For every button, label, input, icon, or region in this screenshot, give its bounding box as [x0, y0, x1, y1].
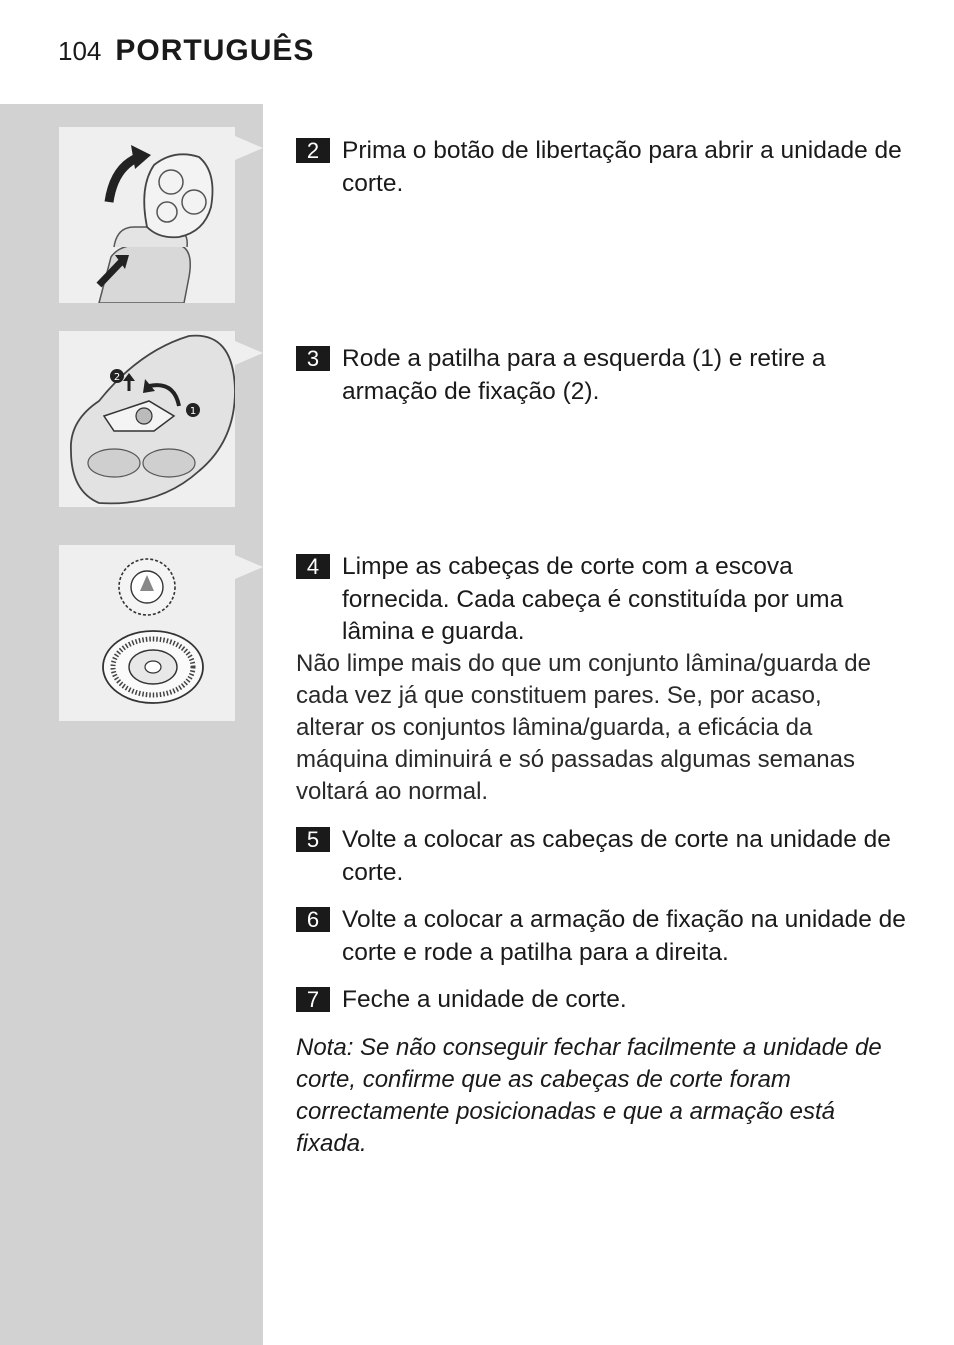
- figure-label-1: 1: [189, 406, 197, 417]
- step-text: Feche a unidade de corte.: [342, 986, 627, 1013]
- cutter-guard-illustration: [59, 545, 235, 721]
- step-number: 2: [296, 138, 330, 163]
- step-text: Volte a colocar as cabeças de corte na unidade de corte.: [342, 826, 891, 886]
- shaver-open-illustration: [59, 127, 235, 303]
- page-header: [58, 34, 314, 74]
- figure-label-2: 2: [113, 372, 121, 383]
- instruction-step: [296, 984, 906, 1017]
- retaining-frame-illustration: [59, 331, 235, 507]
- step-text: Limpe as cabeças de corte com a escova fornecida. Cada cabeça é constituída por uma lâmina e guarda.: [342, 553, 844, 645]
- step-number: 5: [296, 827, 330, 852]
- figure-pointer: [235, 555, 263, 579]
- figure-pointer: [235, 341, 263, 365]
- step-detail-paragraph: Não limpe mais do que um conjunto lâmina/guarda de cada vez já que constituem pares. Se, por acaso, alterar os conjuntos lâmina/guarda, a eficácia da máquina diminuirá e só passadas algumas semanas voltará ao normal.: [296, 650, 872, 805]
- step-number: 3: [296, 346, 330, 371]
- figure-open-shaving-unit: [59, 127, 235, 303]
- step-text: Volte a colocar a armação de fixação na unidade de corte e rode a patilha para a direita.: [342, 906, 906, 966]
- note-paragraph: Nota: Se não conseguir fechar facilmente a unidade de corte, confirme que as cabeças de corte foram correctamente posicionadas e que a armação está fixada.: [296, 1034, 882, 1157]
- instruction-step: [296, 824, 906, 889]
- figure-remove-retaining-frame: [59, 331, 235, 507]
- figure-pointer: [235, 136, 263, 160]
- step-text: Rode a patilha para a esquerda (1) e retire a armação de fixação (2).: [342, 345, 826, 405]
- instruction-step: [296, 904, 906, 969]
- page-number: 104: [58, 36, 102, 66]
- instruction-step: [296, 343, 906, 408]
- instruction-step: [296, 135, 906, 200]
- step-number: 6: [296, 907, 330, 932]
- instruction-step: [296, 551, 906, 649]
- section-title: PORTUGUÊS: [115, 34, 315, 67]
- step-number: 7: [296, 987, 330, 1012]
- figure-cutter-and-guard: [59, 545, 235, 721]
- step-number: 4: [296, 554, 330, 579]
- step-text: Prima o botão de libertação para abrir a unidade de corte.: [342, 137, 902, 197]
